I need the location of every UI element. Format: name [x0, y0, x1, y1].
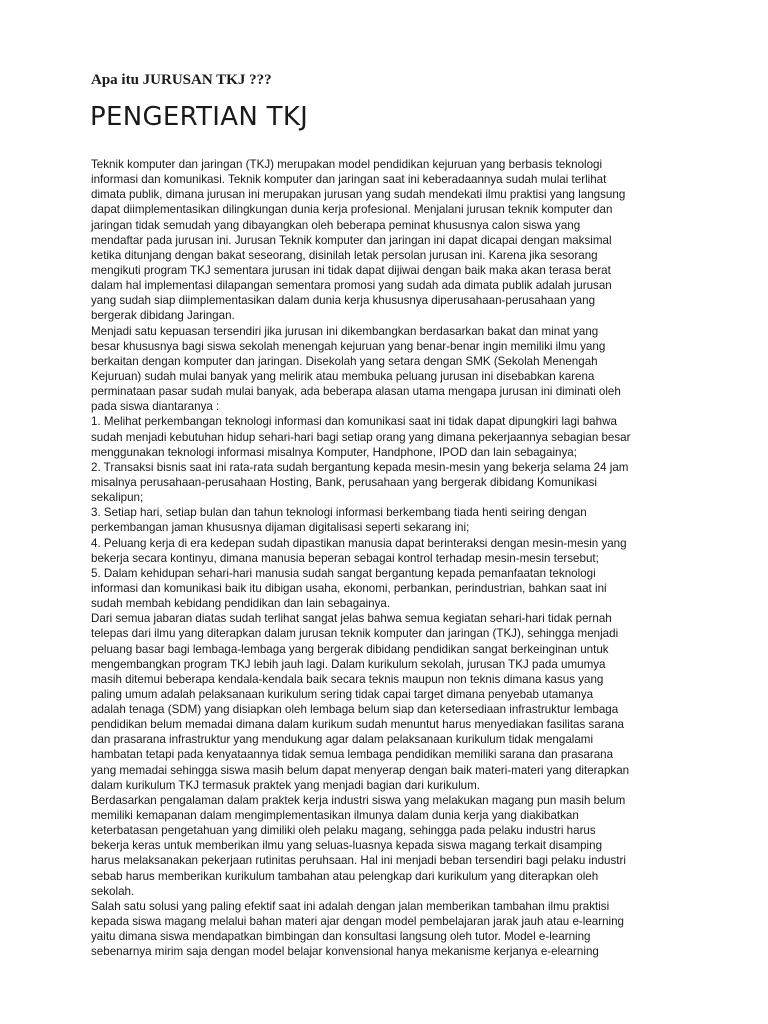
body-text-line: dimata publik, dimana jurusan ini merupakan jurusan yang sudah mendekati ilmu praktisi yang langsung	[91, 188, 626, 202]
body-text-line: mengikuti program TKJ sementara jurusan ini tidak dapat dijiwai dengan baik maka akan terasa berat	[91, 263, 611, 277]
body-text-line: sekalipun;	[91, 491, 144, 505]
body-text-line: Teknik komputer dan jaringan (TKJ) merupakan model pendidikan kejuruan yang berbasis teknologi	[91, 158, 603, 171]
body-text-line: telepas dari ilmu yang diterapkan dalam jurusan teknik komputer dan jaringan (TKJ), sehingga menjadi	[91, 627, 619, 641]
body-text-line: besar khususnya bagi siswa sekolah menengah kejuruan yang benar-benar ingin memiliki ilmu yang	[91, 339, 606, 353]
body-text-line: sebenarnya mirim saja dengan model belajar konvensional hanya mekanisme kerjanya e-elearning	[91, 945, 599, 959]
body-text-line: sudah membah kebidang pendidikan dan lain sebagainya.	[91, 597, 391, 611]
body-text-line: keterbatasan pengetahuan yang dimiliki oleh pelaku magang, sehingga pada pelaku industri harus	[91, 824, 596, 838]
body-text-line: dan prasarana infrastruktur yang mendukung agar dalam pelaksanaan kurikulum tidak mengalami	[91, 733, 594, 747]
document-body	[91, 157, 691, 959]
body-text-line: yaitu dimana siswa mendapatkan bimbingan dan konsultasi langsung oleh tutor. Model e-learning	[91, 930, 591, 944]
body-text-line: mengembangkan program TKJ lebih jauh lagi. Dalam kurikulum sekolah, jurusan TKJ pada umumya	[91, 657, 606, 671]
body-text-line: 5. Dalam kehidupan sehari-hari manusia sudah sangat bergantung kepada pemanfaatan teknologi	[91, 566, 596, 580]
body-text-line: 2. Transaksi bisnis saat ini rata-rata sudah bergantung kepada mesin-mesin yang bekerja selama 24 jam	[91, 460, 629, 474]
document-subtitle: Apa itu JURUSAN TKJ ???	[91, 72, 272, 88]
body-text-line: bekerja keras untuk memberikan ilmu yang seluas-luasnya kepada siswa magang terkait disamping	[91, 839, 603, 853]
body-text-line: 3. Setiap hari, setiap bulan dan tahun teknologi informasi berkembang tiada henti seiring dengan	[91, 506, 587, 520]
body-text-line: mendaftar pada jurusan ini. Jurusan Teknik komputer dan jaringan ini dapat dicapai dengan maksimal	[91, 233, 612, 247]
body-text-line: pendidikan belum memadai dimana dalam kurikum sudah menuntut harus menyediakan fasilitas sarana	[91, 718, 624, 732]
body-text-line: perminataan pasar sudah mulai banyak, ada beberapa alasan utama mengapa jurusan ini diminati oleh	[91, 385, 621, 399]
body-text-line: misalnya perusahaan-perusahaan Hosting, Bank, perusahaan yang bergerak dibidang Komunikasi	[91, 475, 597, 489]
body-text-line: ketika ditunjang dengan bakat seseorang, disinilah letak persolan jurusan ini. Karena jika sesorang	[91, 248, 598, 262]
body-text-line: Dari semua jabaran diatas sudah terlihat sangat jelas bahwa semua kegiatan sehari-hari tidak pernah	[91, 612, 612, 626]
body-text-line: adalah tenaga (SDM) yang disiapkan oleh lembaga belum siap dan ketersediaan infrastruktur lembaga	[91, 703, 619, 717]
body-text-line: jaringan tidak semudah yang dibayangkan oleh beberapa peminat khususnya calon siswa yang	[91, 218, 581, 232]
body-text-line: peluang basar bagi lembaga-lembaga yang bergerak dibidang pendidikan sangat berkeinginan untuk	[91, 642, 609, 656]
body-text-line: 4. Peluang kerja di era kedepan sudah dipastikan manusia dapat berinteraksi dengan mesin-mesin yang	[91, 536, 627, 550]
body-text-line: Berdasarkan pengalaman dalam praktek kerja industri siswa yang melakukan magang pun masih belum	[91, 793, 626, 807]
body-text-line: 1. Melihat perkembangan teknologi informasi dan komunikasi saat ini tidak dapat dipungkiri lagi bahwa	[91, 415, 617, 429]
body-text-line: Kejuruan) sudah mulai banyak yang melirik atau membuka peluang jurusan ini disebabkan karena	[91, 369, 595, 383]
body-text-line: sekolah.	[91, 884, 135, 898]
body-text-line: kepada siswa magang melalui bahan materi ajar dengan model pembelajaran jarak jauh atau e-learning	[91, 915, 625, 929]
body-text-line: informasi dan komunikasi baik itu dibigan usaha, ekonomi, perbankan, perindustrian, bahkan saat ini	[91, 581, 607, 595]
body-text-line: sebab harus memberikan kurikulum tambahan atau pelengkap dari kurikulum yang diterapkan oleh	[91, 869, 599, 883]
body-text-line: memiliki kemapanan dalam mengimplementasikan ilmunya dalam dunia kerja yang diakibatkan	[91, 809, 579, 823]
body-text-line: paling umum adalah pelaksanaan kurikulum sering tidak capai target dimana penyebab utamanya	[91, 687, 594, 701]
body-text-line: dalam kurikulum TKJ termasuk praktek yang menjadi bagian dari kurikulum.	[91, 778, 480, 792]
body-text-line: dapat diimplementasikan dilingkungan dunia kerja profesional. Menjalani jurusan teknik komputer dan	[91, 203, 613, 217]
body-text-line: masih ditemui beberapa kendala-kendala baik secara teknis maupun non teknis dimana kasus yang	[91, 672, 604, 686]
body-text-line: yang sudah siap diimplementasikan dalam dunia kerja khususnya diperusahaan-perusahaan yang	[91, 294, 596, 308]
body-text-line: menggunakan teknologi informasi misalnya Komputer, Handphone, IPOD dan lain sebagainya;	[91, 445, 577, 459]
body-text-line: Menjadi satu kepuasan tersendiri jika jurusan ini dikembangkan berdasarkan bakat dan minat yang	[91, 324, 599, 338]
body-text-line: pada siswa diantaranya :	[91, 400, 220, 414]
body-text-line: harus melaksanakan pekerjaan rutinitas peruhsaan. Hal ini menjadi beban tersendiri bagi pelaku industri	[91, 854, 626, 868]
document-title: PENGERTIAN TKJ	[90, 102, 309, 132]
body-text-line: hambatan tetapi pada kenyataannya tidak semua lembaga pendidikan memiliki sarana dan prasarana	[91, 748, 614, 762]
body-text-line: sudah menjadi kebutuhan hidup sehari-hari bagi setiap orang yang dimana pekerjaannya sebagian besar	[91, 430, 631, 444]
body-text-line: yang memadai sehingga siswa masih belum dapat menyerap dengan baik materi-materi yang diterapkan	[91, 763, 630, 777]
body-text-line: bekerja secara kontinyu, dimana manusia beperan sebagai kontrol terhadap mesin-mesin tersebut;	[91, 551, 599, 565]
body-text-line: perkembangan jaman khususnya dijaman digitalisasi seperti sekarang ini;	[91, 521, 470, 535]
body-text-line: informasi dan komunikasi. Teknik komputer dan jaringan saat ini keberadaannya sudah mulai terlihat	[91, 173, 607, 187]
body-text-line: dalam hal implementasi dilapangan sementara promosi yang sudah ada dimata publik adalah jurusan	[91, 279, 612, 293]
body-text-line: bergerak dibidang Jaringan.	[91, 309, 235, 323]
body-text-line: berkaitan dengan komputer dan jaringan. Disekolah yang setara dengan SMK (Sekolah Menengah	[91, 354, 598, 368]
body-text-line: Salah satu solusi yang paling efektif saat ini adalah dengan jalan memberikan tambahan ilmu praktisi	[91, 899, 610, 913]
